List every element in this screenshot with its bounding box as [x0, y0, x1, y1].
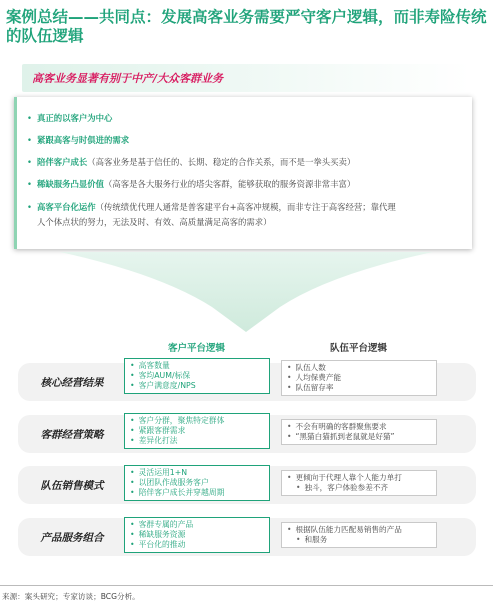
row-label: 产品服务组合: [40, 532, 104, 544]
banner-text: 高客业务显著有别于中产/大众客群业务: [32, 72, 224, 85]
point-3: • 陪伴客户成长（高客业务是基于信任的、长期、稳定的合作关系，而不是一拳头买卖）: [27, 157, 356, 167]
points-card: [14, 97, 472, 249]
funnel-arrow: [0, 252, 493, 332]
customer-box: • 客户分群，聚焦特定群体 • 紧跟客群需求 • 差异化打法: [124, 413, 270, 449]
point-1: • 真正的以客户为中心: [27, 113, 113, 123]
page-title: 案例总结——共同点：发展高客业务需要严守客户逻辑，而非寿险传统的队伍逻辑: [6, 8, 487, 45]
banner: [22, 64, 470, 92]
row-label: 队伍销售模式: [40, 480, 104, 492]
customer-box: • 客群专属的产品 • 稀缺服务资源 • 平台化的推动: [124, 517, 270, 553]
team-box: • 队伍人数 • 人均保费产能 • 队伍留存率: [281, 360, 437, 396]
team-box: • 根据队伍能力匹配易销售的产品 • 和服务: [281, 522, 437, 548]
point-4: • 稀缺服务凸显价值（高客是各大服务行业的塔尖客群，能够获取的服务资源非常丰富）: [27, 179, 356, 189]
team-box: • 不会有明确的客群聚焦要求 • “黑猫白猫抓到老鼠就是好猫”: [281, 419, 437, 445]
team-box: • 更倾向于代理人靠个人能力单打 • 独斗，客户体验参差不齐: [281, 470, 437, 496]
row-label: 核心经营结果: [40, 377, 104, 389]
customer-box: • 灵活运用1+N • 以团队作战服务客户 • 陪伴客户成长并穿越周期: [124, 465, 270, 501]
column-header-customer: 客户平台逻辑: [168, 343, 226, 354]
point-2: • 紧跟高客与时俱进的需求: [27, 135, 130, 145]
point-5-cont: 人个体点状的努力，无法及时、有效、高质量满足高客的需求）: [37, 217, 272, 227]
point-5: • 高客平台化运作（传统绩优代理人通常是普客建平台+高客冲规模，而非专注于高客经营；靠代理: [27, 202, 396, 212]
row-label: 客群经营策略: [40, 429, 104, 441]
source-note: 来源：案头研究；专家访谈；BCG分析。: [2, 592, 140, 601]
column-header-team: 队伍平台逻辑: [330, 343, 388, 354]
footer-divider: [0, 585, 493, 586]
customer-box: • 高客数量 • 客均AUM/标保 • 客户满意度/NPS: [124, 358, 270, 394]
